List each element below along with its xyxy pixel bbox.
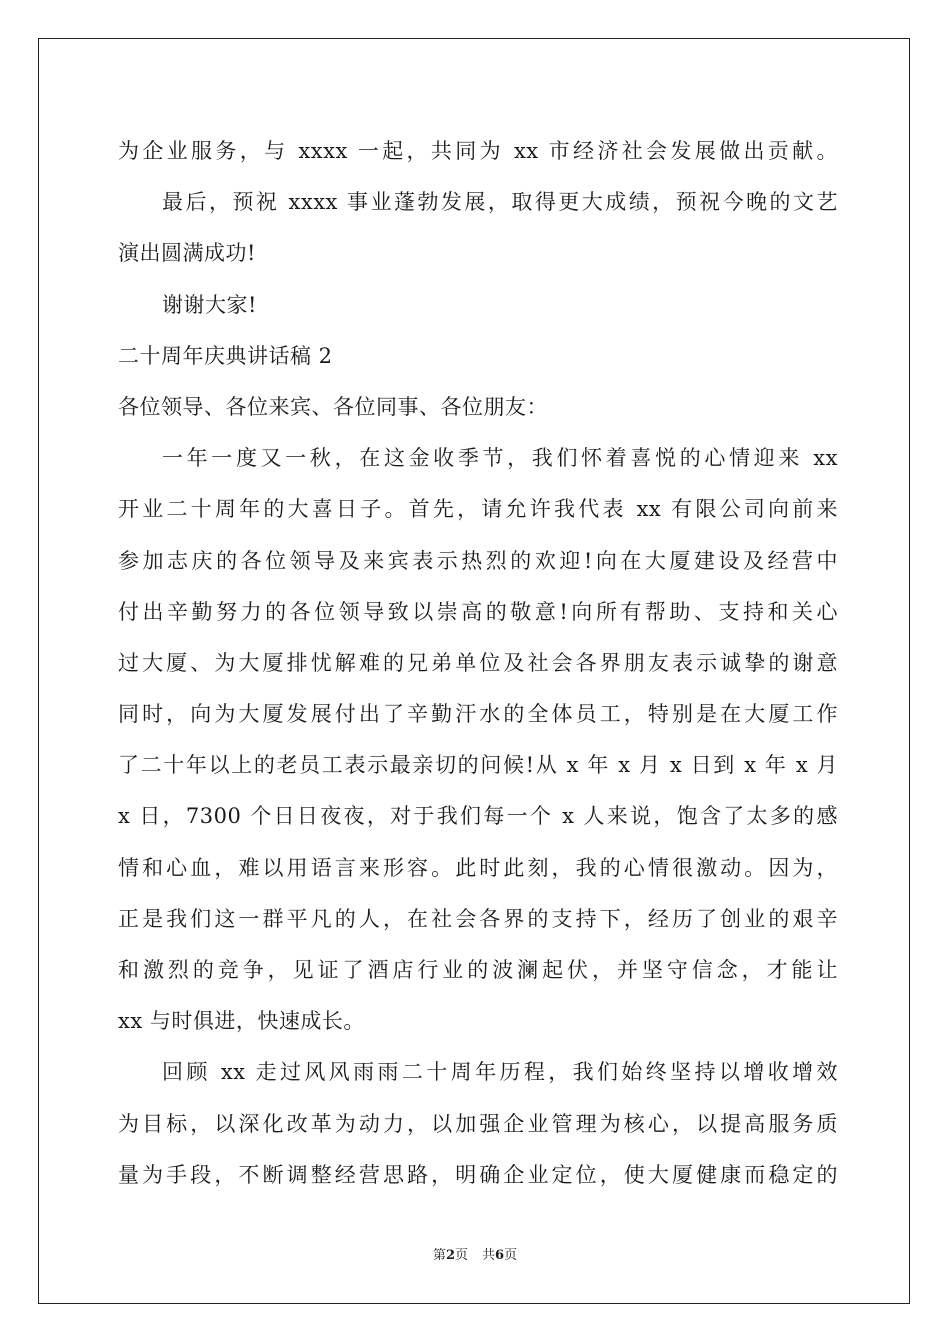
paragraph-line: 演出圆满成功! (118, 241, 256, 266)
paragraph-line: 为目标，以深化改革为动力，以加强企业管理为核心，以提高服务质 (118, 1111, 838, 1136)
paragraph-line: 参加志庆的各位领导及来宾表示热烈的欢迎!向在大厦建设及经营中 (118, 548, 838, 573)
page-unit: 页 (454, 1248, 468, 1263)
paragraph-line: 付出辛勤努力的各位领导致以崇高的敬意!向所有帮助、支持和关心 (118, 599, 838, 624)
paragraph-line: 同时，向为大厦发展付出了辛勤汗水的全体员工，特别是在大厦工作 (118, 702, 838, 727)
section-title: 二十周年庆典讲话稿 2 (118, 343, 333, 368)
paragraph-line: 和激烈的竞争，见证了酒店行业的波澜起伏，并坚守信念，才能让 (118, 958, 838, 982)
document-body (118, 126, 838, 1201)
paragraph-line: 回顾 xx 走过风风雨雨二十周年历程，我们始终坚持以增收增效 (162, 1060, 838, 1085)
page-current: 2 (445, 1248, 455, 1263)
paragraph-line: 一年一度又一秋，在这金收季节，我们怀着喜悦的心情迎来 xx (162, 446, 838, 471)
paragraph-line: xx 与时俱进，快速成长。 (118, 1009, 365, 1034)
paragraph-line: 开业二十周年的大喜日子。首先，请允许我代表 xx 有限公司向前来 (118, 497, 838, 522)
paragraph-line: 了二十年以上的老员工表示最亲切的问候!从 x 年 x 月 x 日到 x 年 x 月 (118, 753, 838, 778)
paragraph-line: x 日，7300 个日日夜夜，对于我们每一个 x 人来说，饱含了太多的感 (118, 804, 838, 829)
paragraph-line: 为企业服务，与 xxxx 一起，共同为 xx 市经济社会发展做出贡献。 (118, 139, 838, 163)
page-footer (0, 1244, 950, 1263)
total-prefix: 共 (482, 1248, 496, 1263)
paragraph-line: 情和心血，难以用语言来形容。此时此刻，我的心情很激动。因为， (118, 855, 838, 880)
page-total: 6 (495, 1248, 505, 1263)
paragraph-line: 谢谢大家! (162, 292, 257, 317)
page-prefix: 第 (432, 1248, 446, 1263)
paragraph-line: 量为手段，不断调整经营思路，明确企业定位，使大厦健康而稳定的 (118, 1162, 838, 1187)
paragraph-line: 正是我们这一群平凡的人，在社会各界的支持下，经历了创业的艰辛 (118, 906, 838, 931)
total-unit: 页 (504, 1248, 518, 1263)
salutation: 各位领导、各位来宾、各位同事、各位朋友： (118, 394, 548, 419)
paragraph-line: 最后，预祝 xxxx 事业蓬勃发展，取得更大成绩，预祝今晚的文艺 (162, 190, 838, 215)
paragraph-line: 过大厦、为大厦排忧解难的兄弟单位及社会各界朋友表示诚挚的谢意 (118, 650, 838, 675)
